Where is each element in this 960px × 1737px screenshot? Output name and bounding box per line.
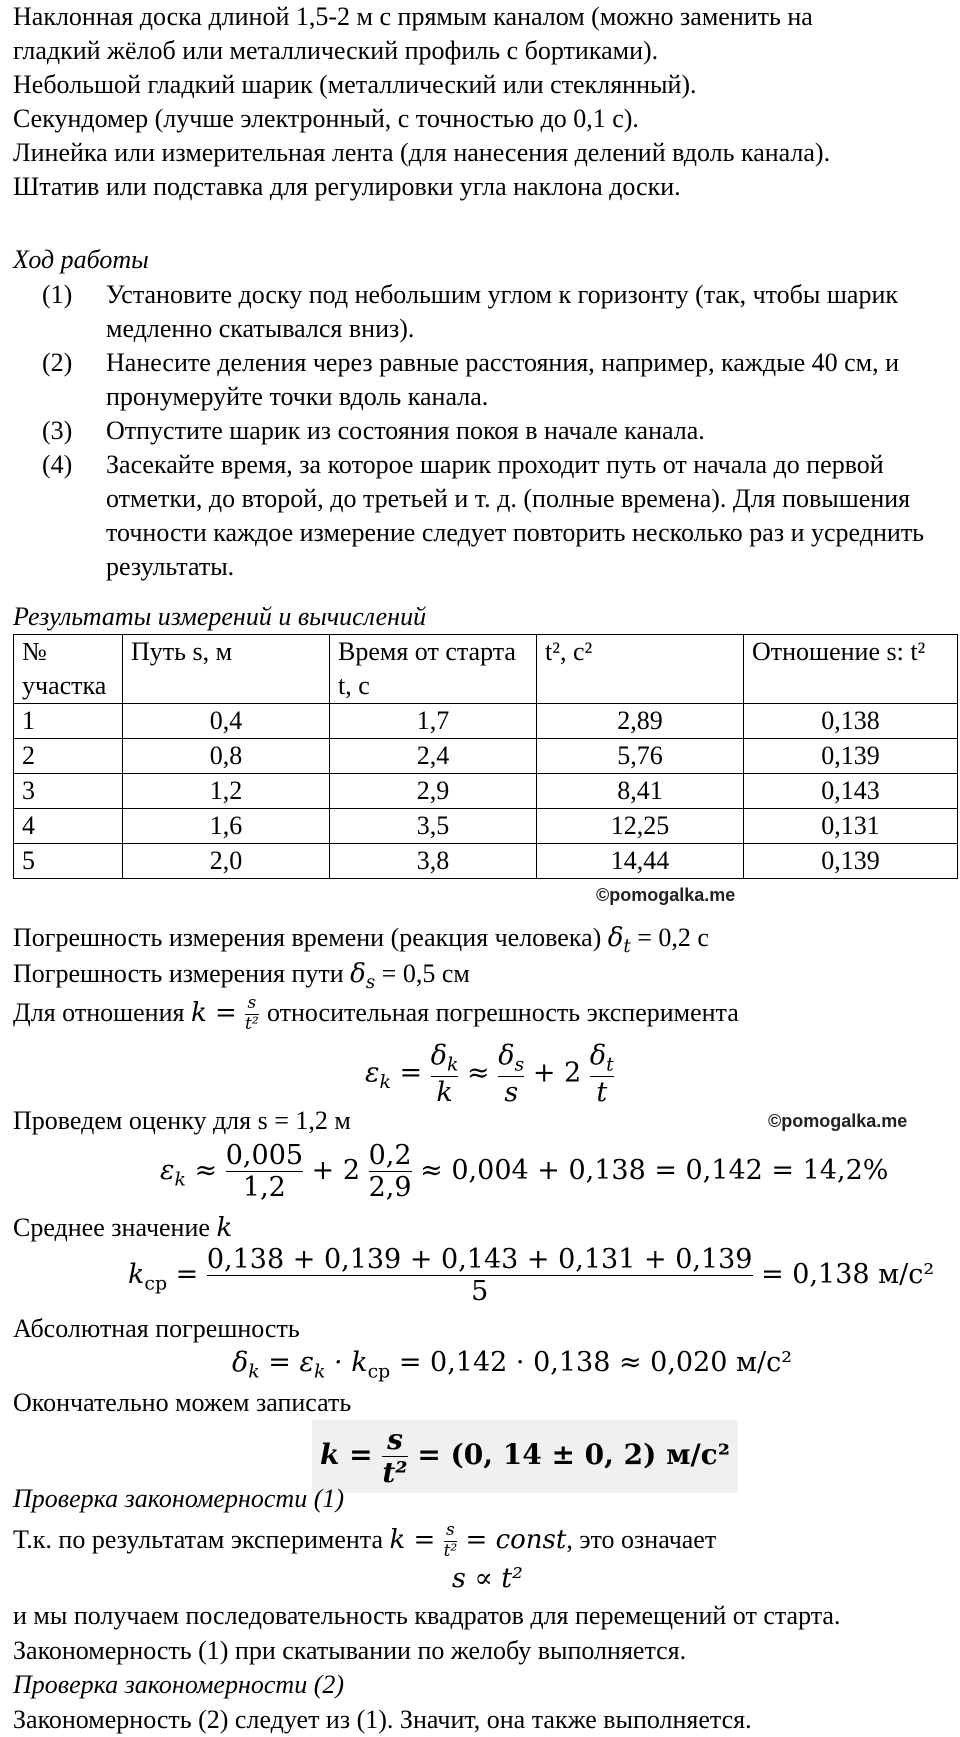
equipment-line: Секундомер (лучше электронный, с точностью до 0,1 с). [13, 104, 639, 133]
table-cell: 2,9 [330, 774, 537, 809]
abs-error-value: = 0,142 · 0,138 ≈ 0,020 м/с² [398, 1347, 793, 1378]
table-cell: 8,41 [537, 774, 744, 809]
equipment-line: Наклонная доска длиной 1,5-2 м с прямым каналом (можно заменить на [13, 2, 813, 31]
table-row [14, 774, 958, 809]
check1-prefix: Т.к. по результатам эксперимента [13, 1525, 384, 1555]
table-cell: 1,2 [123, 774, 330, 809]
step-number: (3) [42, 416, 73, 445]
table-header: Время от старта t, с [330, 635, 537, 704]
procedure-step [0, 346, 946, 414]
table-cell: 1 [14, 704, 123, 739]
step-number: (4) [42, 450, 73, 479]
table-row [14, 809, 958, 844]
table-cell: 12,25 [537, 809, 744, 844]
fraction: $\frac{s}{\text{t²}}$ [382, 1423, 408, 1490]
procedure-step [0, 278, 946, 346]
abs-error-formula: $\delta_k = \varepsilon_k \cdot k_{ср} = 0,142 \cdot 0,138 \approx 0,020$ м/с² [232, 1347, 793, 1383]
watermark: ©pomogalka.me [596, 885, 736, 905]
step-text: Отпустите шарик из состояния покоя в начале канала. [106, 416, 705, 445]
fraction [207, 1244, 753, 1307]
table-cell: 0,143 [744, 774, 958, 809]
k-symbol: k [216, 1213, 233, 1243]
ratio-suffix: относительная погрешность эксперимента [266, 998, 739, 1028]
ratio-formula: k = $\frac{s}{\text{t²}}$ [190, 993, 259, 1034]
table-cell: 0,139 [744, 844, 958, 879]
step-text: Нанесите деления через равные расстояния, например, каждые 40 см, и пронумеруйте точки вдоль канала. [106, 348, 900, 411]
relative-error-formula: $\varepsilon_k$ = $\frac{\delta_k}{k}$ ≈ $\frac{\delta_s}{s}$ + 2 $\frac{\delta_t}{t}$ [365, 1040, 614, 1109]
fraction: $\frac{s}{\text{t²}}$ [443, 1520, 458, 1561]
fraction: $\frac{s}{\text{t²}}$ [245, 993, 259, 1034]
table-cell: 1,6 [123, 809, 330, 844]
check1-line3: Закономерность (1) при скатывании по желобу выполняется. [13, 1636, 687, 1665]
results-table [13, 634, 958, 879]
procedure-step [0, 414, 946, 448]
step-text: Установите доску под небольшим углом к горизонту (так, чтобы шарик медленно скатывался вниз). [106, 280, 898, 343]
mean-numerator: 0,138 + 0,139 + 0,143 + 0,131 + 0,139 [206, 1244, 753, 1275]
table-header: Отношение s: t² [744, 635, 958, 704]
path-error-label: Погрешность измерения пути [13, 959, 344, 988]
table-row [14, 704, 958, 739]
table-cell: 14,44 [537, 844, 744, 879]
table-header: № участка [14, 635, 123, 704]
estimate-line [13, 1104, 351, 1138]
table-header: t², с² [537, 635, 744, 704]
fraction: $\frac{\delta_s}{s}$ [498, 1040, 525, 1109]
mean-label: Среднее значение [13, 1213, 210, 1242]
ratio-line [13, 994, 739, 1034]
estimate-value: s = 1,2 м [257, 1106, 351, 1135]
equipment-line: Небольшой гладкий шарик (металлический или стеклянный). [13, 70, 697, 99]
mean-denominator: 5 [207, 1275, 753, 1307]
table-header: Путь s, м [123, 635, 330, 704]
table-cell: 3 [14, 774, 123, 809]
procedure-steps [0, 278, 960, 584]
time-error-value: = 0,2 с [637, 923, 709, 952]
abs-error-label: Абсолютная погрешность [13, 1314, 300, 1343]
mean-formula: $k_{ср}$ = $\frac{0,138 + 0,139 + 0,143 + 0,131 + 0,139}{5}$ = 0,138 м/с² [128, 1244, 935, 1308]
step-text: Засекайте время, за которое шарик проходит путь от начала до первой отметки, до второй, до третьей и т. д. (полные времена). Для повышения точности каждое измерение следует повторить несколько раз и усреднить результаты. [106, 450, 925, 581]
table-cell: 4 [14, 809, 123, 844]
table-cell: 0,8 [123, 739, 330, 774]
equipment-line: Линейка или измерительная лента (для нанесения делений вдоль канала). [13, 138, 831, 167]
fraction: $\frac{\delta_k}{k}$ [430, 1040, 459, 1109]
step-number: (2) [42, 348, 73, 377]
watermark: ©pomogalka.me [768, 1111, 908, 1131]
table-cell: 2 [14, 739, 123, 774]
ratio-prefix: Для отношения [13, 998, 185, 1028]
final-label: Окончательно можем записать [13, 1388, 352, 1417]
fraction: $\frac{0,2}{2,9}$ [368, 1140, 412, 1204]
table-cell: 1,7 [330, 704, 537, 739]
check1-line [13, 1521, 716, 1561]
table-cell: 0,139 [744, 739, 958, 774]
equipment-line: гладкий жёлоб или металлический профиль с бортиками). [13, 36, 659, 65]
time-error-label: Погрешность измерения времени (реакция человека) [13, 923, 602, 952]
procedure-title: Ход работы [13, 245, 149, 274]
table-row [14, 739, 958, 774]
estimate-formula: $\varepsilon_k$ ≈ $\frac{0,005}{1,2}$ + 2 $\frac{0,2}{2,9}$ ≈ 0,004 + 0,138 = 0,142 = 14,2% [160, 1140, 889, 1204]
table-cell: 0,131 [744, 809, 958, 844]
check2-line: Закономерность (2) следует из (1). Значит, она также выполняется. [13, 1705, 752, 1734]
estimate-prefix: Проведем оценку для [13, 1106, 252, 1135]
final-result: k = $\frac{s}{\text{t²}}$ = (0, 14 ± 0, 2) м/с² [312, 1420, 738, 1493]
check1-title: Проверка закономерности (1) [13, 1484, 345, 1513]
final-value: = (0, 14 ± 0, 2) м/с² [417, 1438, 730, 1472]
estimate-result: ≈ 0,004 + 0,138 = 0,142 = 14,2% [420, 1155, 889, 1187]
table-title: Результаты измерений и вычислений [13, 602, 427, 631]
check2-title: Проверка закономерности (2) [13, 1670, 345, 1699]
fraction: $\frac{0,005}{1,2}$ [225, 1140, 304, 1204]
ratio-formula: k = $\frac{s}{\text{t²}}$ = const [389, 1520, 567, 1561]
table-cell: 3,8 [330, 844, 537, 879]
table-cell: 2,0 [123, 844, 330, 879]
table-row [14, 844, 958, 879]
table-cell: 3,5 [330, 809, 537, 844]
table-cell: 5,76 [537, 739, 744, 774]
path-error-value: = 0,5 см [381, 959, 470, 988]
procedure-step [0, 448, 946, 584]
table-header-row [14, 635, 958, 704]
fraction: $\frac{\delta_t}{t}$ [589, 1040, 614, 1109]
table-cell: 0,4 [123, 704, 330, 739]
mean-line [13, 1211, 232, 1245]
equipment-line: Штатив или подставка для регулировки угла наклона доски. [13, 172, 681, 201]
proportional-formula: s ∝ t² [452, 1563, 523, 1594]
check1-line2: и мы получаем последовательность квадратов для перемещений от старта. [13, 1601, 841, 1630]
delta-s-symbol: $\delta_s$ [350, 959, 376, 994]
table-cell: 2,89 [537, 704, 744, 739]
table-cell: 0,138 [744, 704, 958, 739]
table-cell: 2,4 [330, 739, 537, 774]
delta-t-symbol: $\delta_t$ [607, 923, 631, 958]
check1-suffix: , это означает [566, 1525, 717, 1555]
table-cell: 5 [14, 844, 123, 879]
mean-result: = 0,138 м/с² [761, 1259, 935, 1291]
step-number: (1) [42, 280, 73, 309]
